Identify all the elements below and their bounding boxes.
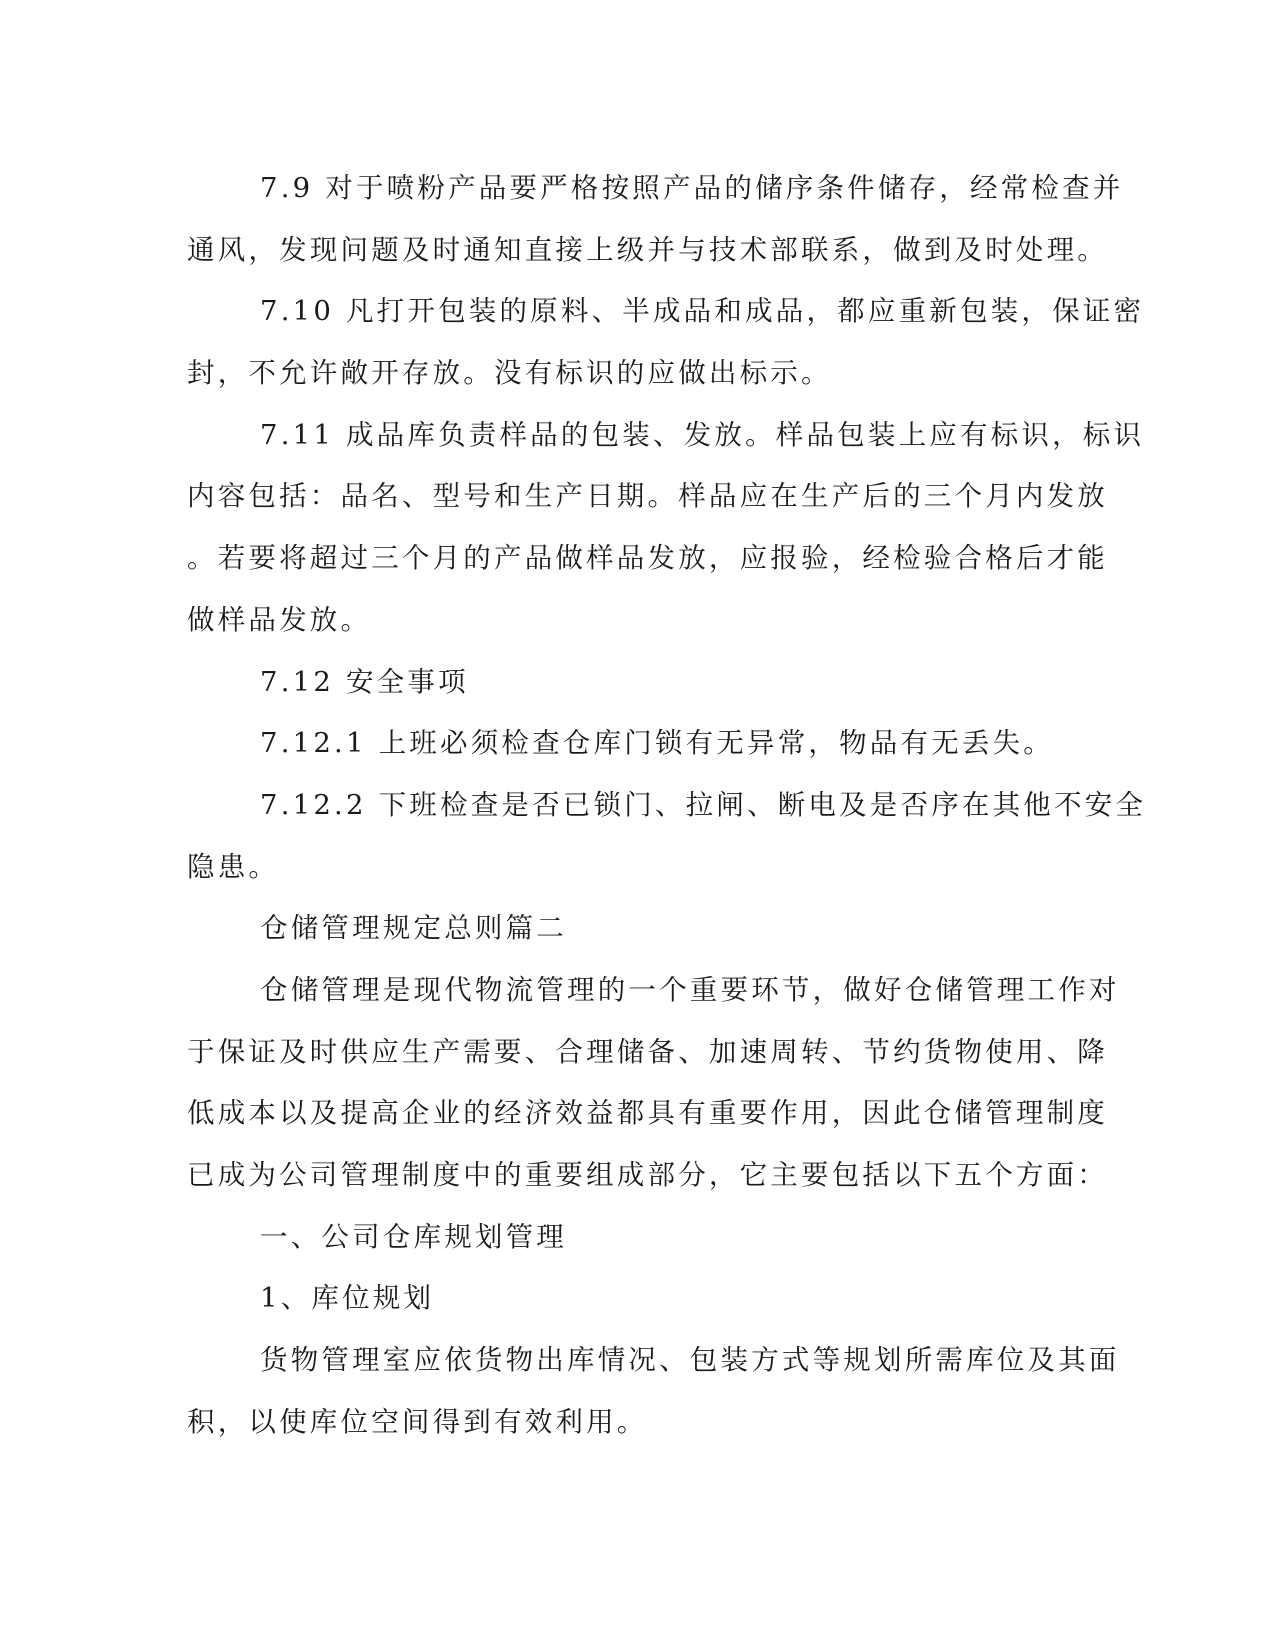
text-line: 7.12.1 上班必须检查仓库门锁有无异常，物品有无丢失。 (260, 727, 1055, 760)
text-line: 低成本以及提高企业的经济效益都具有重要作用，因此仓储管理制度 (187, 1097, 1108, 1130)
text-line: 隐患。 (187, 850, 280, 883)
text-line: 1、库位规划 (260, 1282, 435, 1315)
text-line: 7.11 成品库负责样品的包装、发放。样品包装上应有标识，标识 (260, 418, 1145, 451)
text-line: 7.12.2 下班检查是否已锁门、拉闸、断电及是否序在其他不安全 (260, 788, 1147, 821)
text-line: 货物管理室应依货物出库情况、包装方式等规划所需库位及其面 (260, 1344, 1120, 1377)
document-body (187, 158, 1147, 1453)
text-line: 已成为公司管理制度中的重要组成部分，它主要包括以下五个方面： (187, 1159, 1108, 1191)
text-line: 封，不允许敞开存放。没有标识的应做出标示。 (187, 357, 832, 390)
text-line: 仓储管理规定总则篇二 (260, 912, 567, 945)
text-line: 一、公司仓库规划管理 (260, 1220, 567, 1253)
text-line: 7.12 安全事项 (260, 665, 469, 698)
text-line: 。若要将超过三个月的产品做样品发放，应报验，经检验合格后才能 (187, 542, 1108, 575)
text-line: 于保证及时供应生产需要、合理储备、加速周转、节约货物使用、降 (187, 1035, 1108, 1068)
text-line: 内容包括：品名、型号和生产日期。样品应在生产后的三个月内发放 (187, 480, 1108, 513)
text-line: 积，以使库位空间得到有效利用。 (187, 1405, 648, 1438)
text-line: 仓储管理是现代物流管理的一个重要环节，做好仓储管理工作对 (260, 973, 1120, 1006)
text-line: 7.9 对于喷粉产品要严格按照产品的储序条件储存，经常检查并 (260, 172, 1124, 204)
text-line: 做样品发放。 (187, 603, 372, 636)
text-line: 7.10 凡打开包装的原料、半成品和成品，都应重新包装，保证密 (260, 295, 1145, 328)
text-line: 通风，发现问题及时通知直接上级并与技术部联系，做到及时处理。 (187, 233, 1108, 266)
